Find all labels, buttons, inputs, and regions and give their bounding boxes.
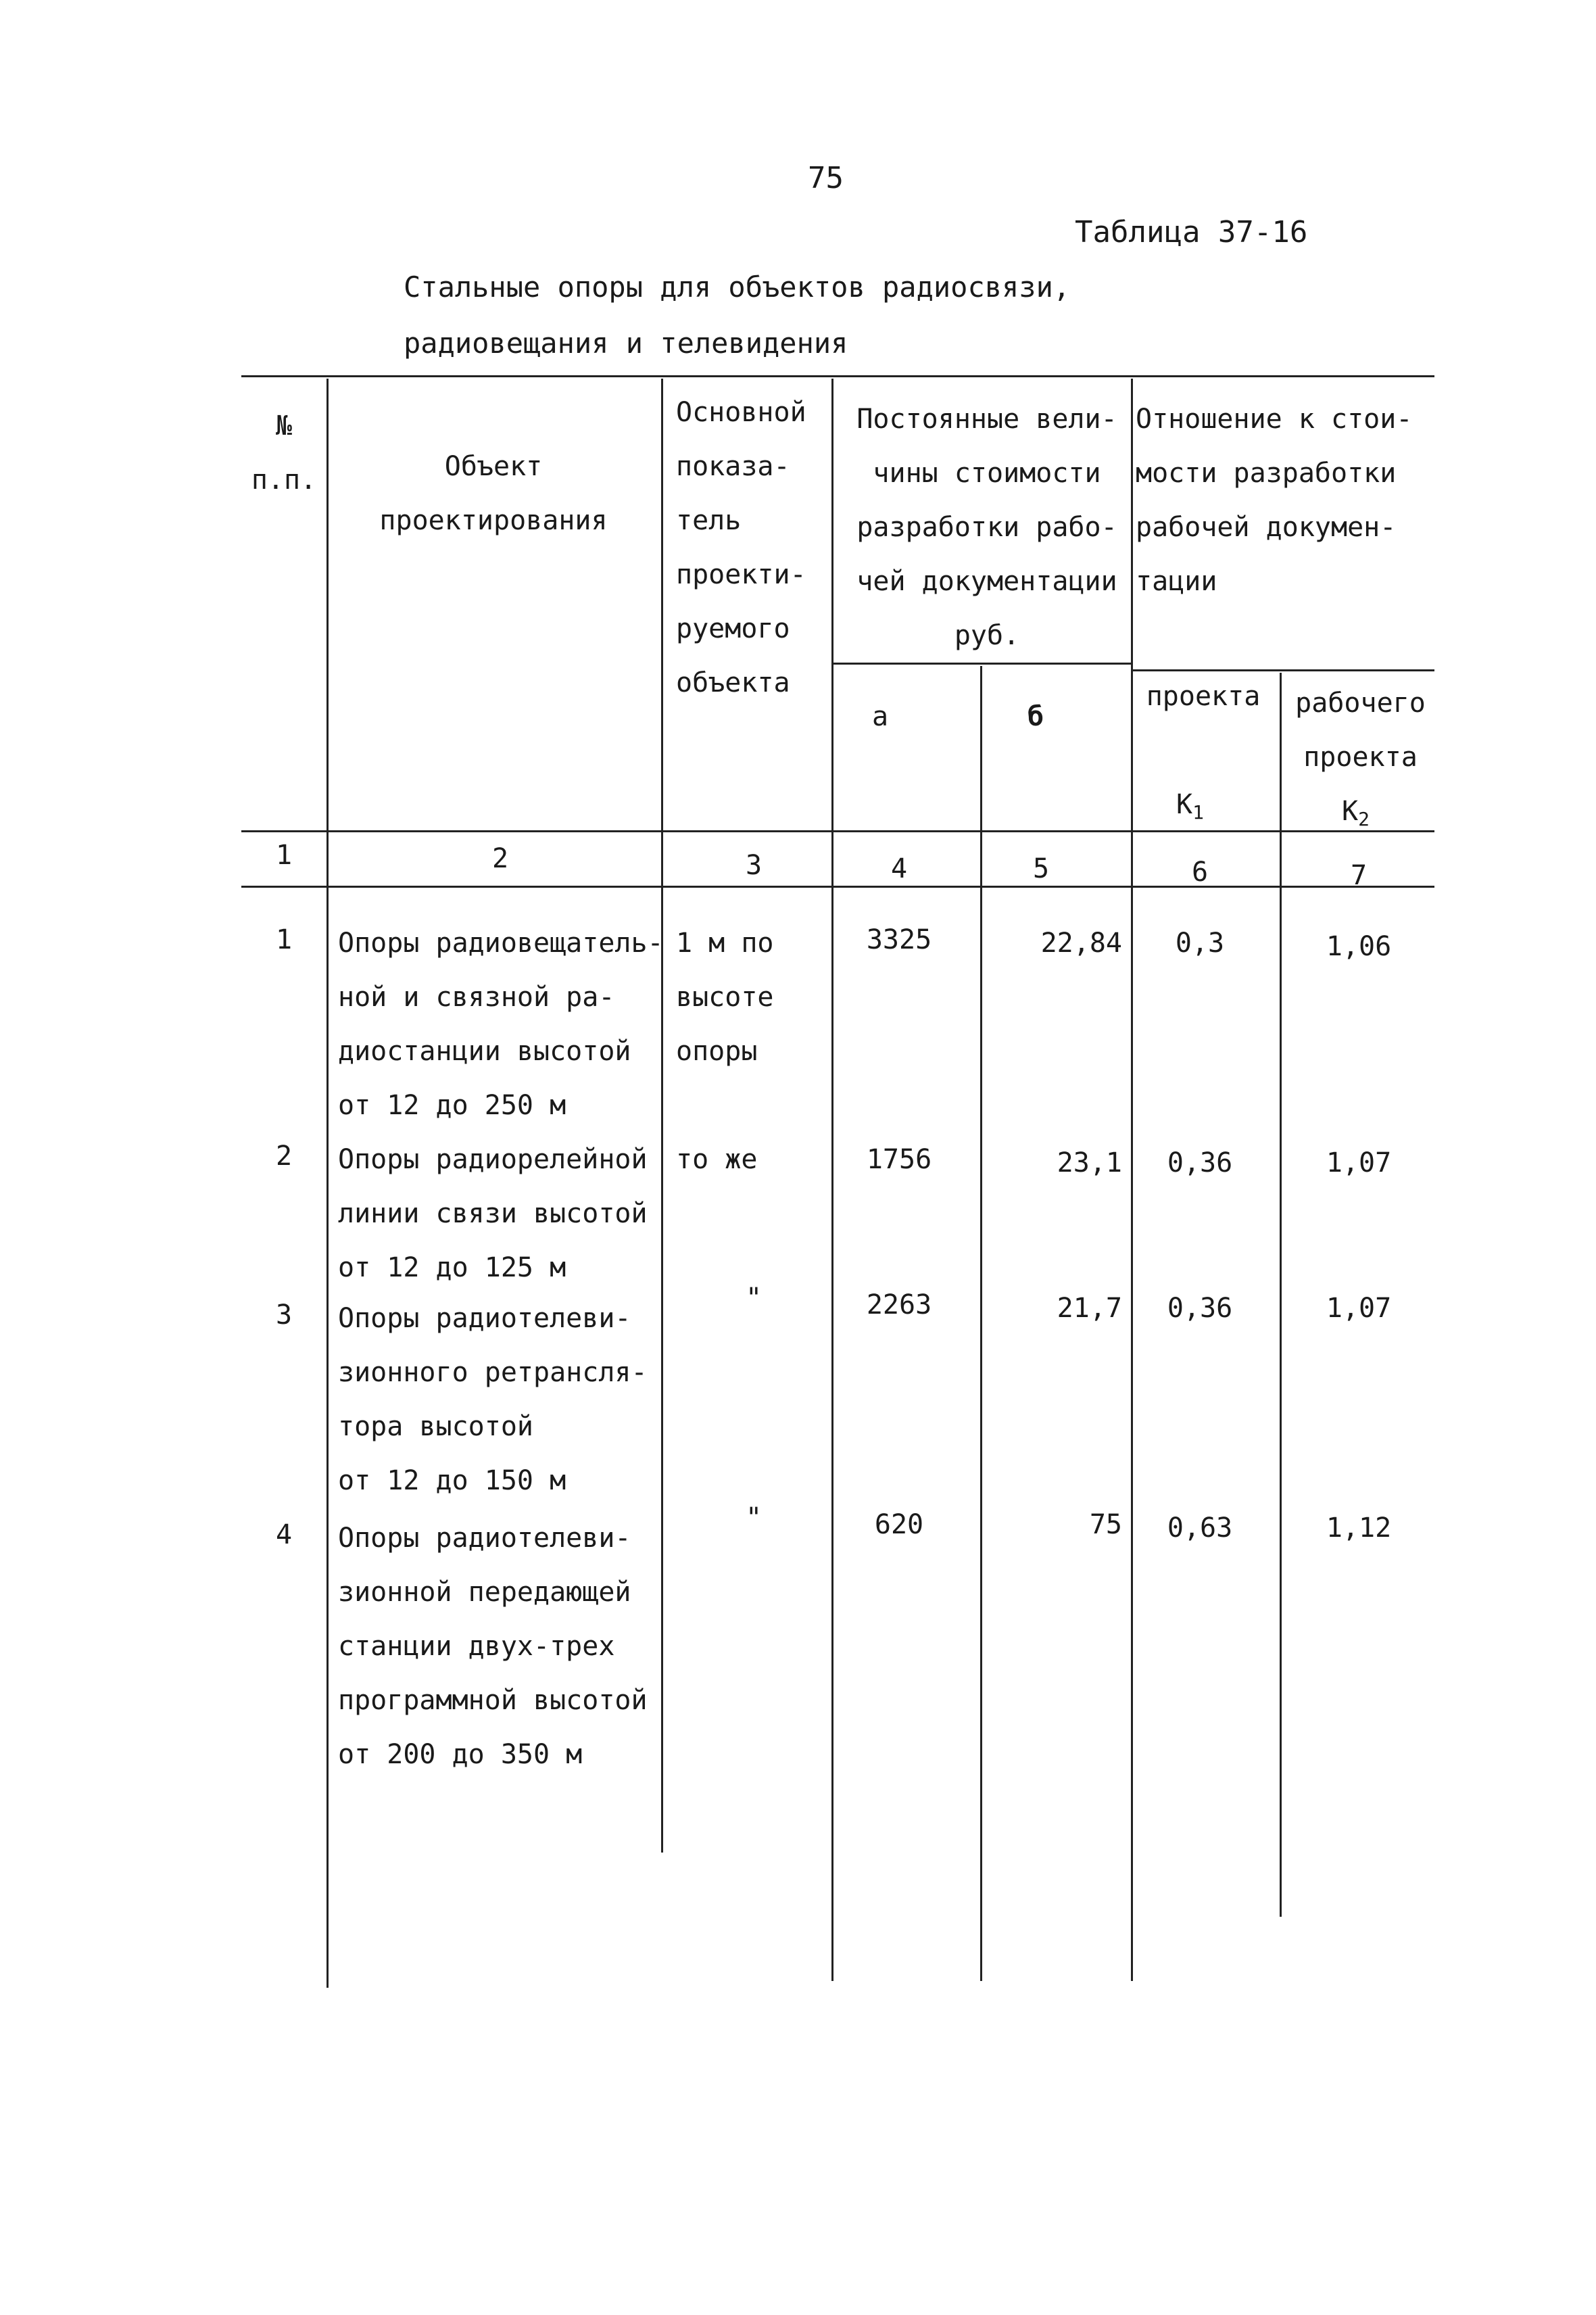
- column-divider-1: [327, 379, 329, 1988]
- column-number: 1: [275, 840, 293, 871]
- table-row-cost-b: 21,7: [1057, 1293, 1122, 1324]
- page-number: 75: [808, 161, 844, 195]
- table-row-number: 2: [275, 1141, 293, 1172]
- header-ratio: Отношение к стои- мости разработки рабочей докумен- тации: [1136, 404, 1413, 597]
- table-row-cost-a: 1756: [866, 1144, 932, 1175]
- column-number: 6: [1191, 857, 1209, 888]
- table-row-number: 1: [275, 924, 293, 955]
- header-inner-rule-cost: [831, 663, 1132, 665]
- column-divider-4: [980, 666, 982, 1981]
- table-row-k2: 1,07: [1326, 1293, 1392, 1324]
- column-divider-3: [831, 379, 833, 1981]
- table-row-k1: 0,3: [1175, 928, 1225, 959]
- table-row-cost-b: 22,84: [1040, 928, 1122, 959]
- header-object: Объект проектирования: [379, 451, 608, 536]
- table-row-object: Опоры радиорелейной линии связи высотой от 12 до 125 м: [338, 1144, 648, 1283]
- table-row-k1: 0,63: [1167, 1512, 1233, 1544]
- table-row-object: Опоры радиотелеви- зионной передающей станции двух-трех программной высотой от 200 до 350 м: [338, 1523, 648, 1770]
- header-number: № п.п.: [251, 410, 317, 496]
- header-k1: $К_1$: [1176, 789, 1204, 824]
- table-row-k1: 0,36: [1167, 1293, 1233, 1324]
- column-number: 5: [1032, 853, 1050, 884]
- table-row-k2: 1,06: [1326, 931, 1392, 962]
- table-row-indicator: ": [745, 1283, 763, 1314]
- header-project: проекта: [1146, 681, 1261, 712]
- header-cost-b: б: [1027, 701, 1044, 732]
- table-row-cost-a: 620: [874, 1509, 924, 1540]
- table-top-rule: [241, 375, 1434, 377]
- table-row-cost-a: 3325: [866, 924, 932, 955]
- table-row-indicator: 1 м по высоте опоры: [676, 928, 774, 1067]
- header-k2: $К_2$: [1342, 796, 1370, 830]
- column-number: 7: [1350, 860, 1368, 891]
- table-row-object: Опоры радиовещатель- ной и связной ра- диостанции высотой от 12 до 250 м: [338, 928, 664, 1121]
- table-row-number: 4: [275, 1519, 293, 1550]
- table-row-k2: 1,07: [1326, 1147, 1392, 1178]
- table-row-k2: 1,12: [1326, 1512, 1392, 1544]
- column-number: 3: [745, 850, 763, 881]
- header-constant-costs: Постоянные вели- чины стоимости разработки рабо- чей документации руб.: [856, 404, 1117, 651]
- table-row-k1: 0,36: [1167, 1147, 1233, 1178]
- header-working-project: рабочего проекта: [1295, 688, 1426, 773]
- table-row-number: 3: [275, 1299, 293, 1331]
- header-cost-a: а: [872, 701, 889, 732]
- table-row-indicator: то же: [676, 1144, 758, 1175]
- column-divider-5: [1131, 379, 1133, 1981]
- table-row-indicator: ": [745, 1502, 763, 1533]
- table-row-object: Опоры радиотелеви- зионного ретрансля- тора высотой от 12 до 150 м: [338, 1303, 648, 1496]
- table-title-line-2: радиовещания и телевидения: [404, 327, 848, 360]
- table-row-cost-b: 23,1: [1057, 1147, 1122, 1178]
- header-indicator: Основной показа- тель проекти- руемого объекта: [676, 397, 806, 698]
- column-number: 4: [890, 853, 908, 884]
- column-divider-6: [1280, 673, 1282, 1917]
- column-number: 2: [491, 843, 509, 874]
- table-row-cost-a: 2263: [866, 1289, 932, 1320]
- table-row-cost-b: 75: [1089, 1509, 1122, 1540]
- table-label: Таблица 37-16: [1075, 215, 1308, 249]
- table-title-line-1: Стальные опоры для объектов радиосвязи,: [404, 270, 1071, 304]
